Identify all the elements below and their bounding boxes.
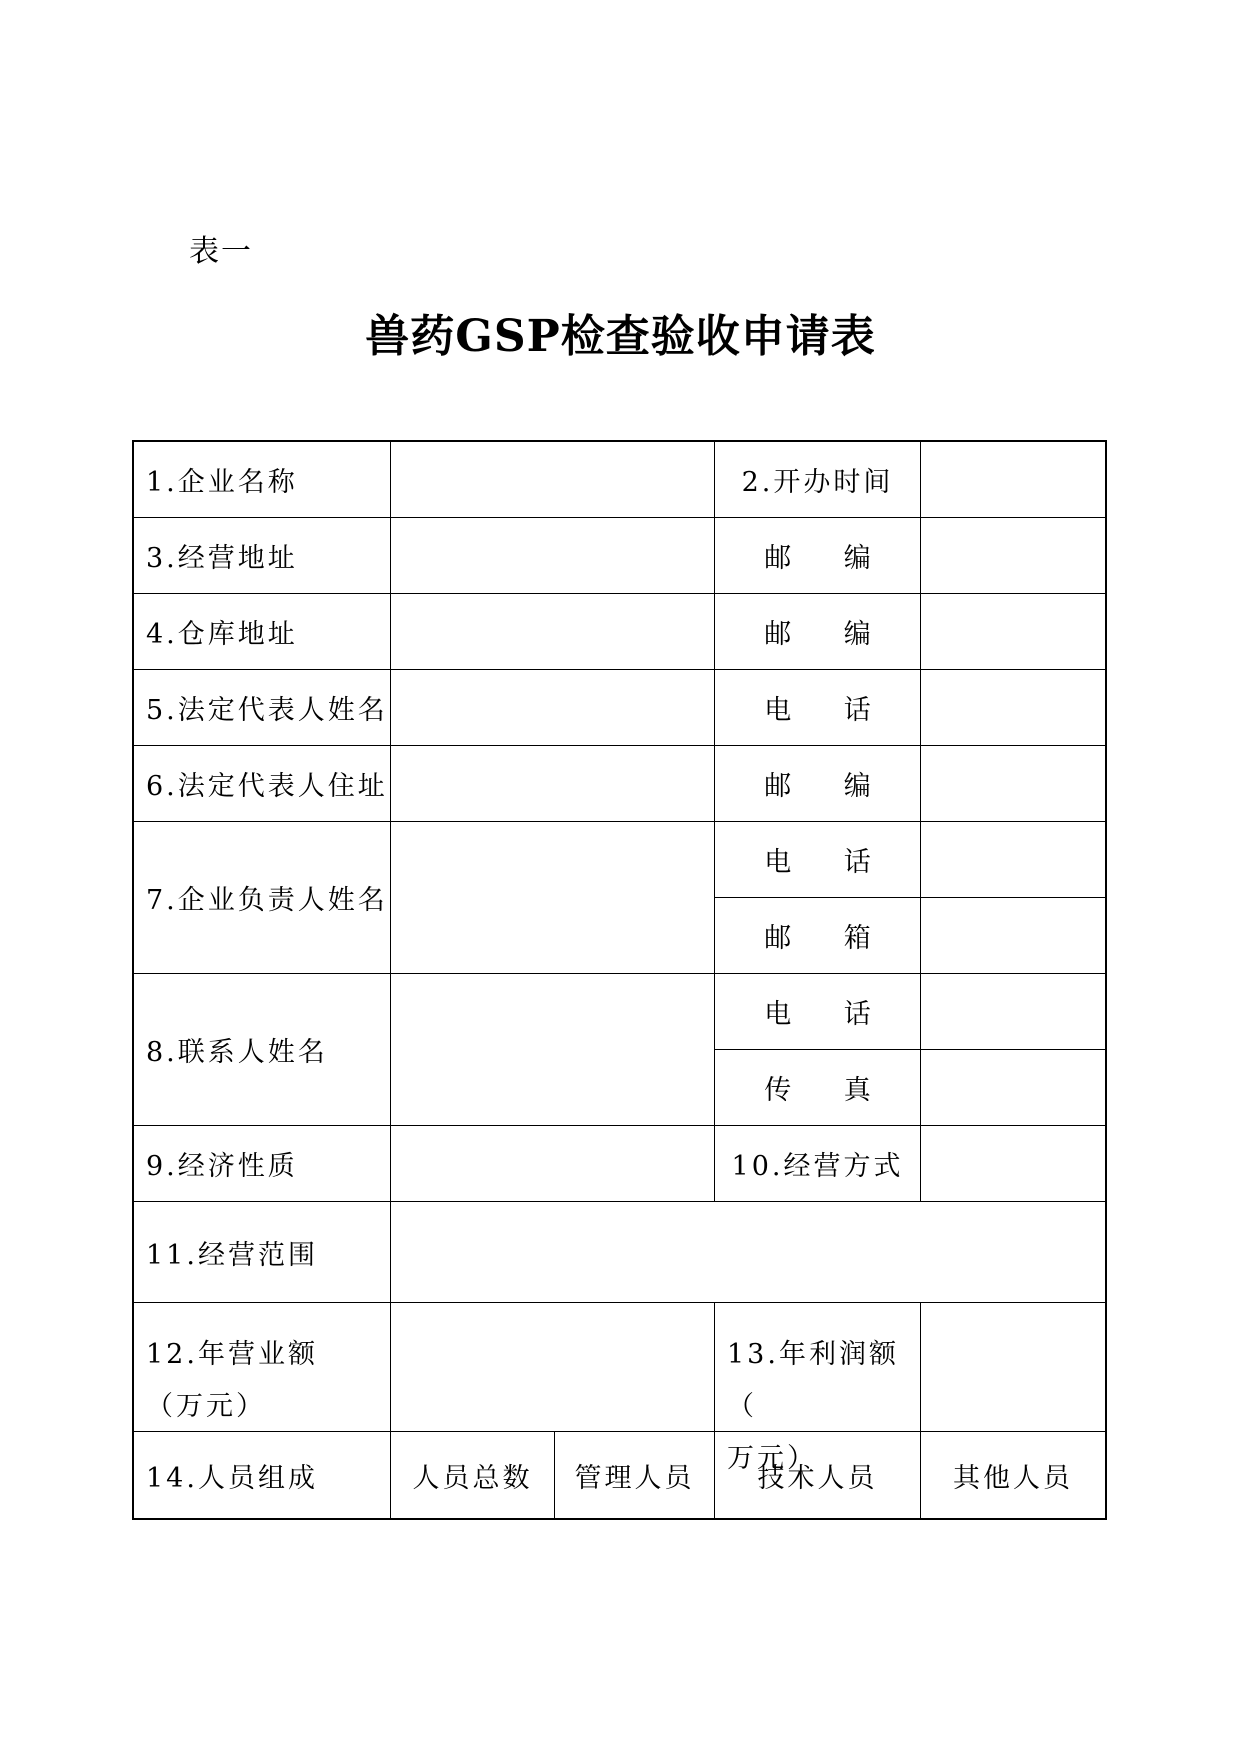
management-staff-label: 管理人员	[555, 1432, 715, 1518]
application-form-table	[132, 440, 1107, 1520]
business-postcode-label: 邮 编	[715, 518, 921, 594]
legal-rep-name-label: 5.法定代表人姓名	[134, 670, 391, 746]
business-mode-field[interactable]	[921, 1126, 1105, 1202]
contact-fax-field[interactable]	[921, 1050, 1105, 1126]
contact-name-label: 8.联系人姓名	[134, 974, 391, 1126]
manager-phone-label: 电 话	[715, 822, 921, 898]
business-scope-label: 11.经营范围	[134, 1202, 391, 1303]
annual-profit-label	[715, 1303, 921, 1474]
annual-revenue-label-line1: 12.年营业额	[146, 1339, 318, 1370]
economic-nature-label: 9.经济性质	[134, 1126, 391, 1202]
legal-rep-postcode-label: 邮 编	[715, 746, 921, 822]
business-address-label: 3.经营地址	[134, 518, 391, 594]
legal-rep-postcode-field[interactable]	[921, 746, 1105, 822]
legal-rep-address-label: 6.法定代表人住址	[134, 746, 391, 822]
annual-revenue-label	[134, 1303, 391, 1432]
warehouse-postcode-label: 邮 编	[715, 594, 921, 670]
manager-phone-field[interactable]	[921, 822, 1105, 898]
manager-email-field[interactable]	[921, 898, 1105, 974]
business-address-field[interactable]	[391, 518, 715, 594]
contact-phone-field[interactable]	[921, 974, 1105, 1050]
annual-profit-label-line1: 13.年利润额（	[727, 1339, 899, 1422]
warehouse-address-label: 4.仓库地址	[134, 594, 391, 670]
legal-rep-phone-label: 电 话	[715, 670, 921, 746]
annual-revenue-field[interactable]	[391, 1303, 715, 1432]
form-title: 兽药GSP检查验收申请表	[365, 311, 876, 362]
annual-revenue-label-line2: （万元）	[146, 1391, 266, 1422]
legal-rep-name-field[interactable]	[391, 670, 715, 746]
warehouse-address-field[interactable]	[391, 594, 715, 670]
annual-profit-label-line2: 万元）	[727, 1443, 817, 1474]
staff-composition-label: 14.人员组成	[134, 1432, 391, 1518]
legal-rep-address-field[interactable]	[391, 746, 715, 822]
contact-phone-label: 电 话	[715, 974, 921, 1050]
annual-profit-field[interactable]	[921, 1303, 1105, 1432]
other-staff-label: 其他人员	[953, 1462, 1073, 1494]
company-name-field[interactable]	[391, 442, 715, 518]
warehouse-postcode-field[interactable]	[921, 594, 1105, 670]
contact-fax-label: 传 真	[715, 1050, 921, 1126]
total-staff-label: 人员总数	[391, 1432, 555, 1518]
business-scope-field[interactable]	[391, 1202, 1105, 1303]
company-name-label: 1.企业名称	[134, 442, 391, 518]
contact-name-field[interactable]	[391, 974, 715, 1126]
manager-name-label: 7.企业负责人姓名	[134, 822, 391, 974]
founding-time-field[interactable]	[921, 442, 1105, 518]
business-postcode-field[interactable]	[921, 518, 1105, 594]
manager-email-label: 邮 箱	[715, 898, 921, 974]
technical-staff-label: 技术人员	[715, 1432, 921, 1518]
economic-nature-field[interactable]	[391, 1126, 715, 1202]
business-mode-label: 10.经营方式	[715, 1126, 921, 1202]
founding-time-label: 2.开办时间	[715, 442, 921, 518]
manager-name-field[interactable]	[391, 822, 715, 974]
table-number: 表一	[189, 234, 253, 269]
legal-rep-phone-field[interactable]	[921, 670, 1105, 746]
